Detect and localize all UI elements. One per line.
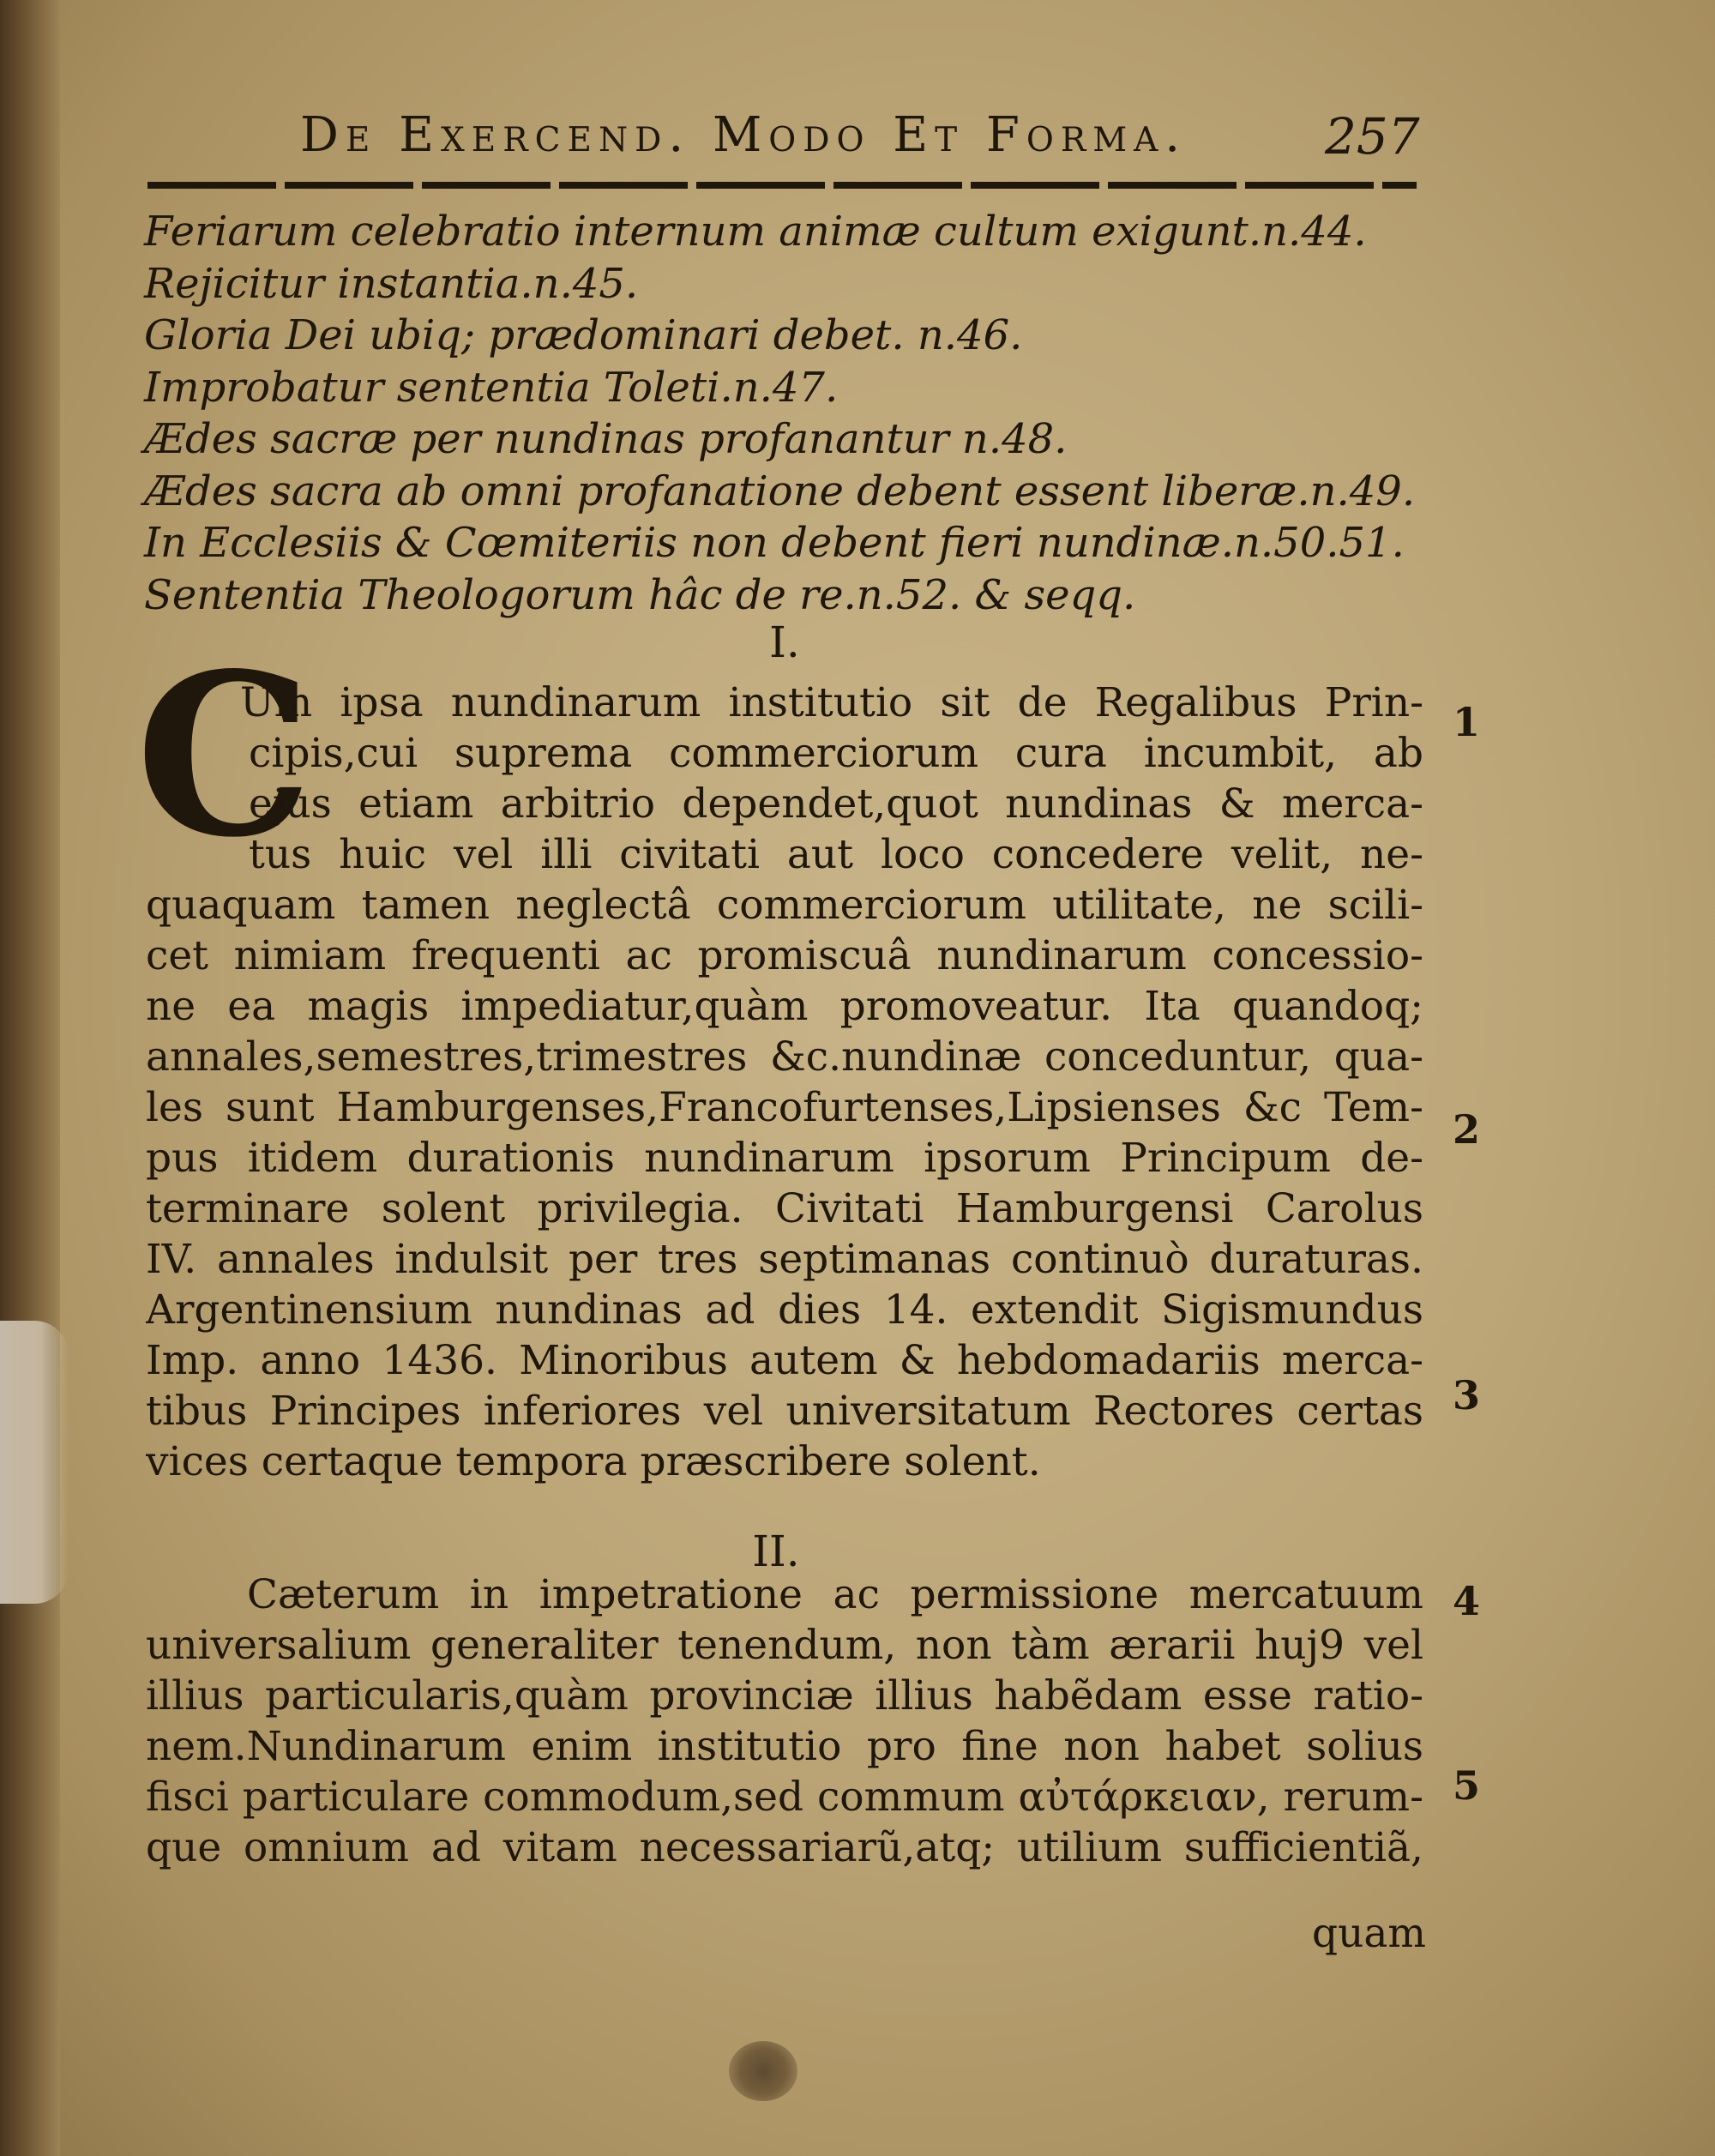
text-line: que omnium ad vitam necessariarũ,atq; utilium sufficientiã, xyxy=(146,1824,1423,1871)
margin-note: 3 xyxy=(1452,1372,1480,1418)
text-line: quaquam tamen neglectâ commerciorum utilitate, ne scili- xyxy=(146,882,1423,929)
section-2-text xyxy=(146,1569,1423,1873)
paper-tear xyxy=(0,1321,69,1604)
text-line: cipis,cui suprema commerciorum cura incumbit, ab xyxy=(249,730,1423,777)
catchword: quam xyxy=(1312,1910,1426,1957)
text-line: IV. annales indulsit per tres septimanas continuò duraturas. xyxy=(146,1236,1423,1283)
text-line: fisci particulare commodum,sed commum αὐτάρκειαν, rerum- xyxy=(146,1774,1423,1821)
header-rule xyxy=(147,182,1417,189)
text-line: cet nimiam frequenti ac promiscuâ nundinarum concessio- xyxy=(146,932,1423,979)
page-number: 257 xyxy=(1325,107,1420,166)
text-line: ejus etiam arbitrio dependet,quot nundinas & merca- xyxy=(249,780,1423,828)
summary-line: Improbatur sententia Toleti.n.47. xyxy=(144,363,839,412)
summary-line: Ædes sacra ab omni profanatione debent essent liberæ.n.49. xyxy=(144,467,1416,515)
summary-line: Feriarum celebratio internum animæ cultum exigunt.n.44. xyxy=(144,208,1367,256)
summary-line: Ædes sacræ per nundinas profanantur n.48. xyxy=(144,415,1068,463)
summary-line: Gloria Dei ubiq; prædominari debet. n.46. xyxy=(144,311,1023,359)
summary-list xyxy=(144,206,1416,621)
summary-line: In Ecclesiis & Cœmiteriis non debent fieri nundinæ.n.50.51. xyxy=(144,519,1405,567)
text-line: terminare solent privilegia. Civitati Hamburgensi Carolus xyxy=(146,1185,1423,1232)
text-line: illius particularis,quàm provinciæ illius habẽdam esse ratio- xyxy=(146,1672,1423,1719)
text-line: vices certaque tempora præscribere solent. xyxy=(146,1438,1041,1485)
text-line: ne ea magis impediatur,quàm promoveatur. Ita quandoq; xyxy=(146,983,1423,1030)
text-line: Um ipsa nundinarum institutio sit de Regalibus Prin- xyxy=(240,679,1423,726)
summary-line: Sententia Theologorum hâc de re.n.52. & seqq. xyxy=(144,570,1136,619)
drop-cap: C xyxy=(135,625,313,887)
text-line: Cæterum in impetratione ac permissione mercatuum xyxy=(247,1571,1423,1618)
margin-note: 1 xyxy=(1452,699,1480,745)
margin-note: 2 xyxy=(1452,1106,1480,1153)
margin-note: 4 xyxy=(1452,1578,1480,1624)
text-line: universalium generaliter tenendum, non tàm ærarii huj9 vel xyxy=(146,1622,1423,1669)
text-line: tibus Principes inferiores vel universitatum Rectores certas xyxy=(146,1388,1423,1435)
running-title: De Exercend. Modo Et Forma. xyxy=(300,107,1188,163)
binding-edge xyxy=(0,0,60,2156)
ink-stain xyxy=(729,2041,797,2101)
section-number: I. xyxy=(769,617,800,667)
text-line: Imp. anno 1436. Minoribus autem & hebdomadariis merca- xyxy=(146,1337,1423,1384)
summary-line: Rejicitur instantia.n.45. xyxy=(144,259,639,308)
text-line: annales,semestres,trimestres &c.nundinæ conceduntur, qua- xyxy=(146,1033,1423,1081)
margin-note: 5 xyxy=(1452,1762,1480,1809)
section-number: II. xyxy=(752,1527,800,1576)
text-line: nem.Nundinarum enim institutio pro fine non habet solius xyxy=(146,1723,1423,1770)
text-line: tus huic vel illi civitati aut loco concedere velit, ne- xyxy=(249,831,1423,878)
section-1-text xyxy=(146,678,1423,1487)
text-line: Argentinensium nundinas ad dies 14. extendit Sigismundus xyxy=(146,1286,1423,1334)
text-line: les sunt Hamburgenses,Francofurtenses,Lipsienses &c Tem- xyxy=(146,1084,1423,1131)
text-line: pus itidem durationis nundinarum ipsorum Principum de- xyxy=(146,1135,1423,1182)
